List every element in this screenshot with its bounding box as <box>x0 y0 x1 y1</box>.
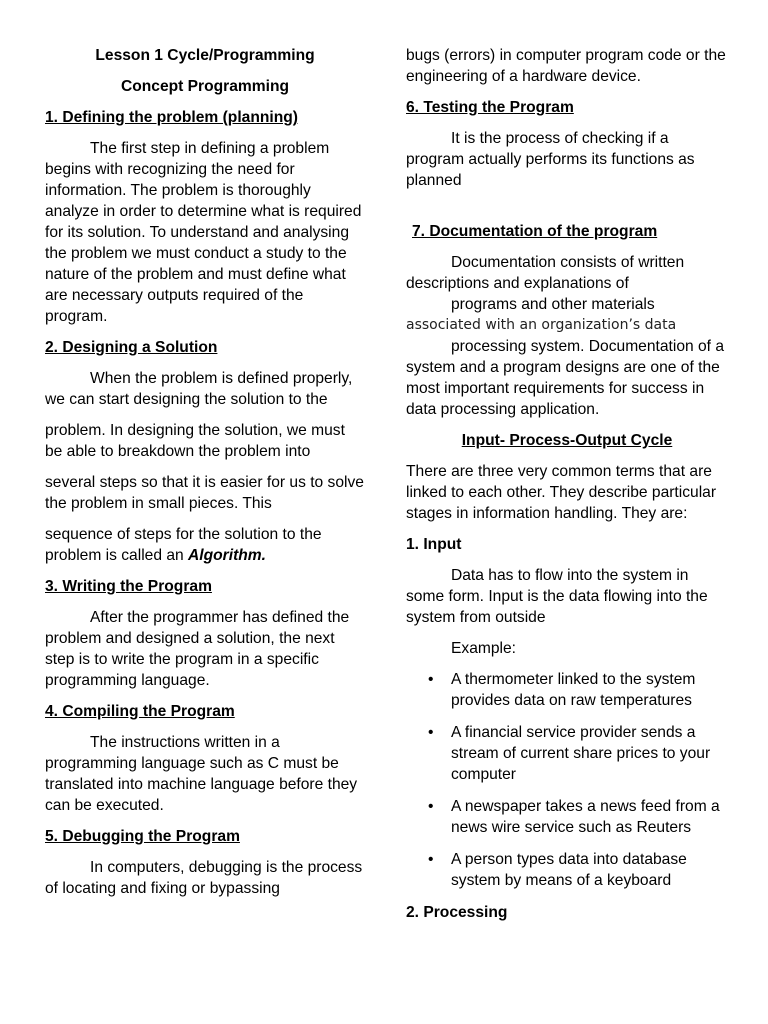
section-2-paragraph-4 <box>45 524 365 566</box>
section-3-text: After the programmer has defined the problem and designed a solution, the next step is to write the program in a specific programming language. <box>45 609 350 689</box>
section-7-paragraph-2: programs and other materials <box>451 296 655 313</box>
section-1-heading: 1. Defining the problem (planning) <box>45 109 298 126</box>
example-label: Example: <box>451 640 517 657</box>
list-item: • A person types data into database system by means of a keyboard <box>406 849 728 891</box>
list-item: • A newspaper takes a news feed from a news wire service such as Reuters <box>406 796 728 838</box>
list-item: • A financial service provider sends a stream of current share prices to your computer <box>406 722 728 785</box>
section-5-text: In computers, debugging is the process of locating and fixing or bypassing <box>45 859 363 897</box>
lesson-title: Lesson 1 Cycle/Programming <box>95 47 315 64</box>
list-item: • A thermometer linked to the system provides data on raw temperatures <box>406 669 728 711</box>
algorithm-sentence: sequence of steps for the solution to the problem is called an <box>45 526 322 564</box>
left-column <box>45 45 365 909</box>
input-heading: 1. Input <box>406 536 462 553</box>
lesson-subtitle: Concept Programming <box>120 78 290 95</box>
section-2-paragraph-1: When the problem is defined properly, we can start designing the solution to the <box>45 370 353 408</box>
section-7-heading: 7. Documentation of the program <box>412 223 658 240</box>
section-4-text: The instructions written in a programming language such as C must be translated into machine language before they can be executed. <box>45 734 358 814</box>
section-1-text: The first step in defining a problem begins with recognizing the need for information. The problem is thoroughly analyze in order to determine what is required for its solution. To understand and analysing the problem we must conduct a study to the nature of the problem and must define what are necessary outputs required of the program. <box>45 140 362 325</box>
algorithm-term: Algorithm. <box>188 547 266 564</box>
section-7-paragraph-4: processing system. Documentation of a system and a program designs are one of the most important requirements for success in data processing application. <box>406 338 725 418</box>
ipo-text: There are three very common terms that are linked to each other. They describe particular stages in information handling. They are: <box>406 463 717 522</box>
section-6-heading: 6. Testing the Program <box>406 99 574 116</box>
processing-heading: 2. Processing <box>406 904 508 921</box>
section-3-heading: 3. Writing the Program <box>45 578 212 595</box>
section-7-paragraph-3: associated with an organization’s data <box>406 317 677 333</box>
section-2-paragraph-2: problem. In designing the solution, we must be able to breakdown the problem into <box>45 422 345 460</box>
section-6-text: It is the process of checking if a program actually performs its functions as planned <box>406 130 695 189</box>
section-5-continued: bugs (errors) in computer program code or the engineering of a hardware device. <box>406 47 726 85</box>
section-5-heading: 5. Debugging the Program <box>45 828 240 845</box>
section-4-heading: 4. Compiling the Program <box>45 703 235 720</box>
spacer <box>406 201 728 221</box>
example-list <box>406 669 728 891</box>
section-2-heading: 2. Designing a Solution <box>45 339 218 356</box>
input-text: Data has to flow into the system in some form. Input is the data flowing into the system from outside <box>406 567 708 626</box>
section-7-paragraph-1: Documentation consists of written descriptions and explanations of <box>406 254 685 292</box>
right-column <box>406 45 728 933</box>
section-2-paragraph-3: several steps so that it is easier for us to solve the problem in small pieces. This <box>45 474 364 512</box>
ipo-heading: Input- Process-Output Cycle <box>461 432 673 449</box>
